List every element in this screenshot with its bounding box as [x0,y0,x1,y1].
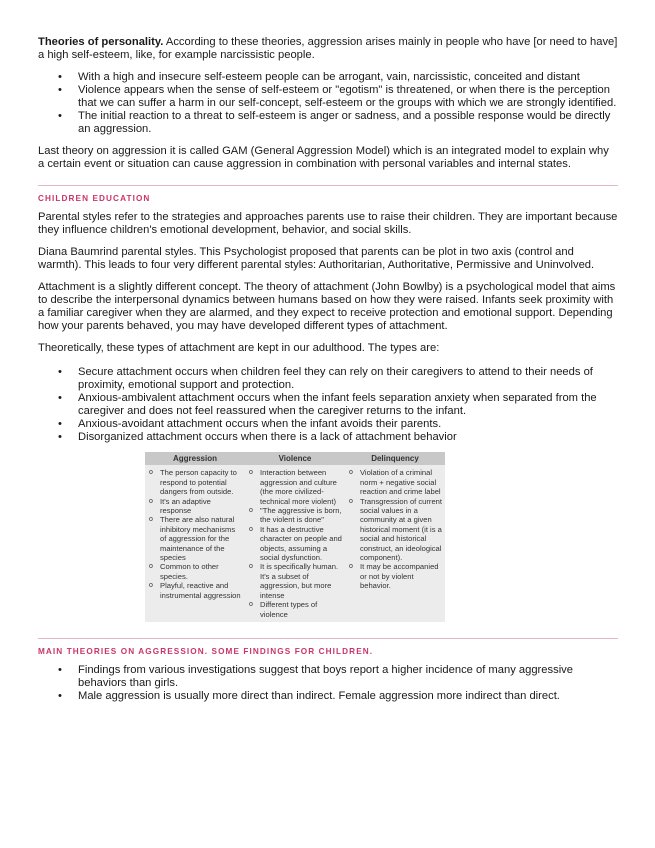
intro-bold-title: Theories of personality. [38,36,164,48]
baumrind-paragraph: Diana Baumrind parental styles. This Psychologist proposed that parents can be plot in two axis (control and warmth). This leads to four very different parental styles: Authoritarian, Authoritative, Permissive and Uninvolved. [38,246,595,271]
attachment-paragraph: Attachment is a slightly different concept. The theory of attachment (John Bowlby) is a psychological model that aims to describe the interpersonal dynamics between humans based on how they were raised. Infants seek proximity with a familiar caregiver when they are alarmed, and they expect to receive protection and emotional support. Depending how your parents behaved, you may have developed different types of attachment. [38,281,616,332]
list-item: • Anxious-ambivalent attachment occurs when the infant feels separation anxiety when separated from the caregiver and does not feel reassured when the caregiver returns to the infant. [38,392,618,418]
table-cell-item: o Common to other species. [147,562,243,581]
findings-list [38,664,618,703]
table-cell-violence [245,465,345,622]
list-item: • Violence appears when the sense of self-esteem or "egotism" is threatened, or when there is the perception that we can suffer a harm in our self-concept, self-esteem or the groups with which we are strongly identified. [38,84,618,110]
parental-styles-paragraph: Parental styles refer to the strategies and approaches parents use to raise their children. They are important because they influence children's emotional development, behavior, and social skills. [38,211,618,236]
list-item: • The initial reaction to a threat to self-esteem is anger or sadness, and a possible response would be directly an aggression. [38,110,618,136]
table-cell-item: o Playful, reactive and instrumental aggression [147,581,243,600]
attachment-types-list [38,366,618,444]
table-cell-item: o There are also natural inhibitory mechanisms of aggression for the maintenance of the species [147,515,243,562]
table-cell-item: o Violation of a criminal norm + negative social reaction and crime label [347,468,443,496]
intro-paragraph [38,36,618,62]
table-header: Aggression [145,452,245,465]
list-item: • Disorganized attachment occurs when there is a lack of attachment behavior [38,431,618,444]
table-cell-item: o It is specifically human. It's a subset of aggression, but more intense [247,562,343,600]
table-cell-item: o Transgression of current social values in a community at a given historical moment (it is a social and historical construct, an ideological component). [347,497,443,563]
table-cell-item: o It has a destructive character on people and objects, assuming a social dysfunction. [247,525,343,563]
table-cell-delinquency [345,465,445,622]
intro-text: According to these theories, aggression arises mainly in people who have [or need to have] a high self-esteem, like, for example narcissistic people. [38,36,618,61]
list-item: • Secure attachment occurs when children feel they can rely on their caregivers to attend to their needs of proximity, emotional support and protection. [38,366,618,392]
gam-paragraph: Last theory on aggression it is called GAM (General Aggression Model) which is an integrated model to explain why a certain event or situation can cause aggression in combination with personal variables and internal states. [38,145,609,170]
self-esteem-list [38,71,618,136]
table-cell-item: o The person capacity to respond to potential dangers from outside. [147,468,243,496]
section-heading-main-theories: MAIN THEORIES ON AGGRESSION. SOME FINDINGS FOR CHILDREN. [38,638,618,658]
table-header: Violence [245,452,345,465]
adulthood-paragraph: Theoretically, these types of attachment are kept in our adulthood. The types are: [38,342,440,354]
aggression-table-image [145,452,445,622]
list-item: • Findings from various investigations suggest that boys report a higher incidence of many aggressive behaviors than girls. [38,664,618,690]
section-heading-children-education: CHILDREN EDUCATION [38,185,618,205]
table-header: Delinquency [345,452,445,465]
table-cell-item: o Different types of violence [247,600,343,619]
table-cell-item: o "The aggressive is born, the violent is done" [247,506,343,525]
list-item: • With a high and insecure self-esteem people can be arrogant, vain, narcissistic, conceited and distant [38,71,618,84]
document-page [38,36,618,712]
list-item: • Anxious-avoidant attachment occurs when the infant avoids their parents. [38,418,618,431]
table-cell-item: o It may be accompanied or not by violent behavior. [347,562,443,590]
table-cell-item: o It's an adaptive response [147,497,243,516]
aggression-violence-delinquency-table [145,452,445,622]
table-cell-aggression [145,465,245,622]
table-cell-item: o Interaction between aggression and culture (the more civilized-technical more violent) [247,468,343,506]
list-item: • Male aggression is usually more direct than indirect. Female aggression more indirect than direct. [38,690,618,703]
